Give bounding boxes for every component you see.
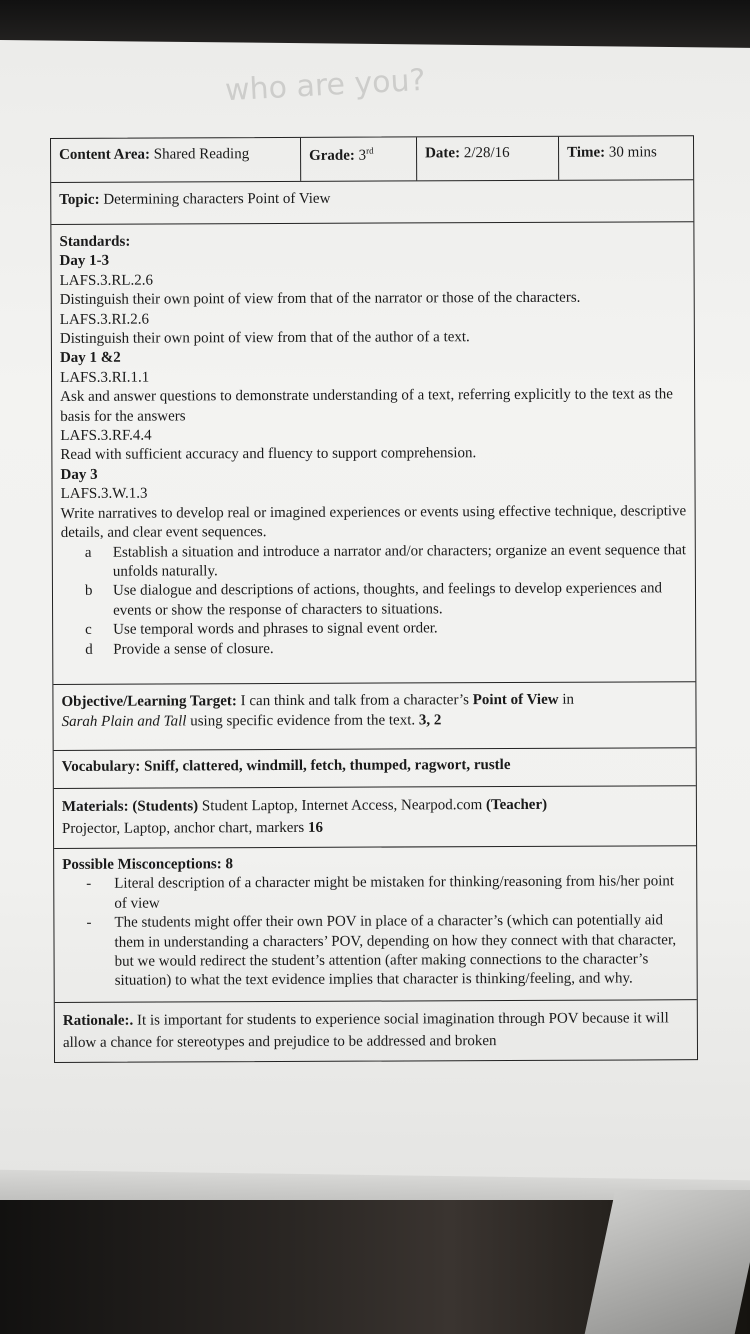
objective-section: Objective/Learning Target: I can think and talk from a character’s Point of View in Sarah Plain and Tall using specific evidence from the text. 3, 2: [53, 682, 695, 751]
date-cell: Date: 2/28/16: [417, 137, 559, 181]
list-item: - The students might offer their own POV in place of a character’s (which can potentially aid them in understanding a characters’ POV, depending on how they connect with that character, but we would redirect the student’s attention (after making connections to the character’s situation) to what the text evidence implies that character is thinking/feeling, and why.: [86, 912, 677, 990]
topic-row: Topic: Determining characters Point of View: [51, 180, 693, 225]
grade-cell: Grade: 3rd: [301, 137, 417, 181]
list-item: a Establish a situation and introduce a narrator and/or characters; organize an event sequence that unfolds naturally.: [84, 541, 687, 580]
standards-section: Standards: Day 1-3 LAFS.3.RL.2.6 Distinguish their own point of view from that of the narrator or those of the characters. LAFS.3.RI.2.6 Distinguish their own point of view from that of the author of a text. Day 1 &2 LAFS.3.RI.1.1 Ask and answer questions to demonstrate understanding of a text, referring explicitly to the text as the basis for the answers LAFS.3.RF.4.4 Read with sufficient accuracy and fluency to support comprehension. Day 3 LAFS.3.W.1.3 Write narratives to develop real or imagined experiences or events using effective technique, descriptive details, and clear event sequences. a Establish a situation and introduce a narrator and/or characters; organize an event sequence that unfolds naturally. b Use dialogue and descriptions of actions, thoughts, and feelings to develop experiences and events or show the response of characters to situations. c Use temporal words and phrases to signal event order. d Provide a sense of closure.: [51, 222, 695, 685]
list-item: c Use temporal words and phrases to signal event order.: [85, 620, 438, 638]
rationale-section: Rationale:. It is important for students to experience social imagination through POV because it will allow a chance for stereotypes and prejudice to be addressed and broken: [62, 1010, 669, 1051]
misconceptions-section: Possible Misconceptions: 8 - Literal description of a character might be mistaken for thinking/reasoning from his/her point of view - The students might offer their own POV in place of a character’s (which can potentially aid them in understanding a characters’ POV, depending on how they connect with that character, but we would redirect the student’s attention (after making connections to the character’s situation) to what the text evidence implies that character is thinking/feeling, and why.: [54, 846, 697, 1003]
vocabulary-section: Vocabulary: Sniff, clattered, windmill, fetch, thumped, ragwort, rustle: [54, 748, 696, 789]
time-cell: Time: 30 mins: [567, 144, 657, 161]
list-item: b Use dialogue and descriptions of actions, thoughts, and feelings to develop experiences and events or show the response of characters to situations.: [84, 580, 663, 619]
list-item: d Provide a sense of closure.: [85, 640, 274, 658]
header-row: [51, 136, 693, 183]
list-item: - Literal description of a character might be mistaken for thinking/reasoning from his/her point of view: [86, 873, 675, 912]
content-area-cell: Content Area: Shared Reading: [51, 138, 301, 182]
bleed-through-text: who are you?: [224, 62, 427, 109]
lesson-plan-table: [50, 135, 698, 1063]
materials-section: Materials: (Students) Student Laptop, Internet Access, Nearpod.com (Teacher) Projector, Laptop, anchor chart, markers 16: [54, 786, 696, 849]
